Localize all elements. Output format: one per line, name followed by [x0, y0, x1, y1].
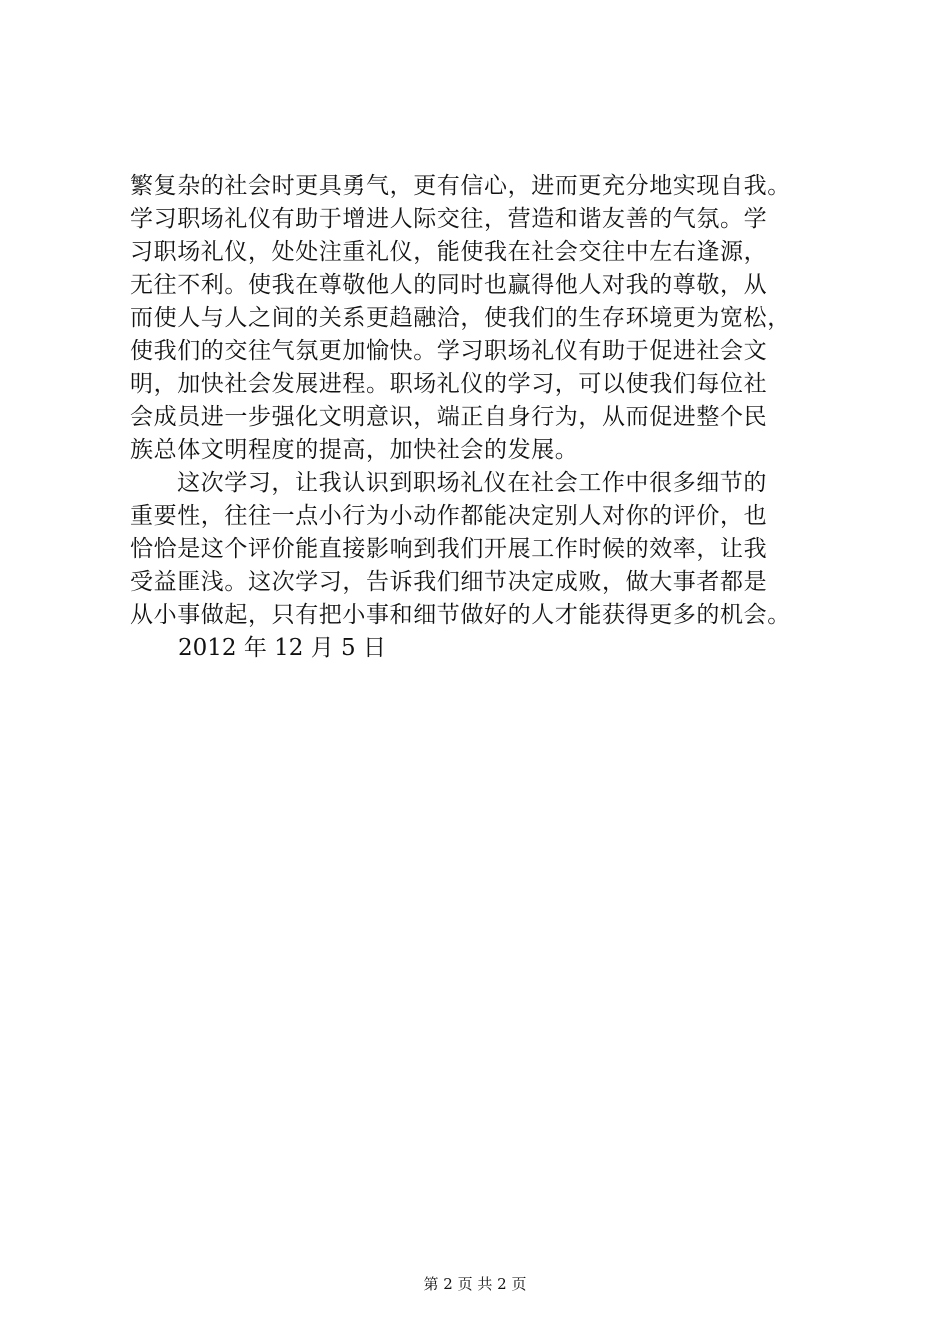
document-date: 2012 年 12 月 5 日 — [178, 635, 386, 661]
paragraph-2-line: 从小事做起，只有把小事和细节做好的人才能获得更多的机会。 — [130, 602, 791, 628]
paragraph-1-line: 无往不利。使我在尊敬他人的同时也赢得他人对我的尊敬，从 — [130, 272, 768, 298]
paragraph-1-line: 明，加快社会发展进程。职场礼仪的学习，可以使我们每位社 — [130, 371, 768, 397]
paragraph-2-line: 重要性，往往一点小行为小动作都能决定别人对你的评价，也 — [130, 503, 768, 529]
paragraph-2-line: 恰恰是这个评价能直接影响到我们开展工作时候的效率，让我 — [130, 536, 768, 562]
paragraph-1-line: 学习职场礼仪有助于增进人际交往，营造和谐友善的气氛。学 — [130, 206, 768, 232]
paragraph-1-line: 会成员进一步强化文明意识，端正自身行为，从而促进整个民 — [130, 404, 768, 430]
page-footer: 第 2 页 共 2 页 — [423, 1275, 527, 1293]
paragraph-1-line: 繁复杂的社会时更具勇气，更有信心，进而更充分地实现自我。 — [130, 173, 791, 199]
paragraph-2-line: 这次学习，让我认识到职场礼仪在社会工作中很多细节的 — [177, 470, 767, 496]
paragraph-1-line: 使我们的交往气氛更加愉快。学习职场礼仪有助于促进社会文 — [130, 338, 768, 364]
document-body — [130, 170, 850, 632]
paragraph-1-line: 而使人与人之间的关系更趋融洽，使我们的生存环境更为宽松， — [130, 305, 791, 331]
paragraph-1-line: 习职场礼仪，处处注重礼仪，能使我在社会交往中左右逢源， — [130, 239, 768, 265]
paragraph-2-line: 受益匪浅。这次学习，告诉我们细节决定成败，做大事者都是 — [130, 569, 768, 595]
paragraph-1-line: 族总体文明程度的提高，加快社会的发展。 — [130, 437, 579, 463]
